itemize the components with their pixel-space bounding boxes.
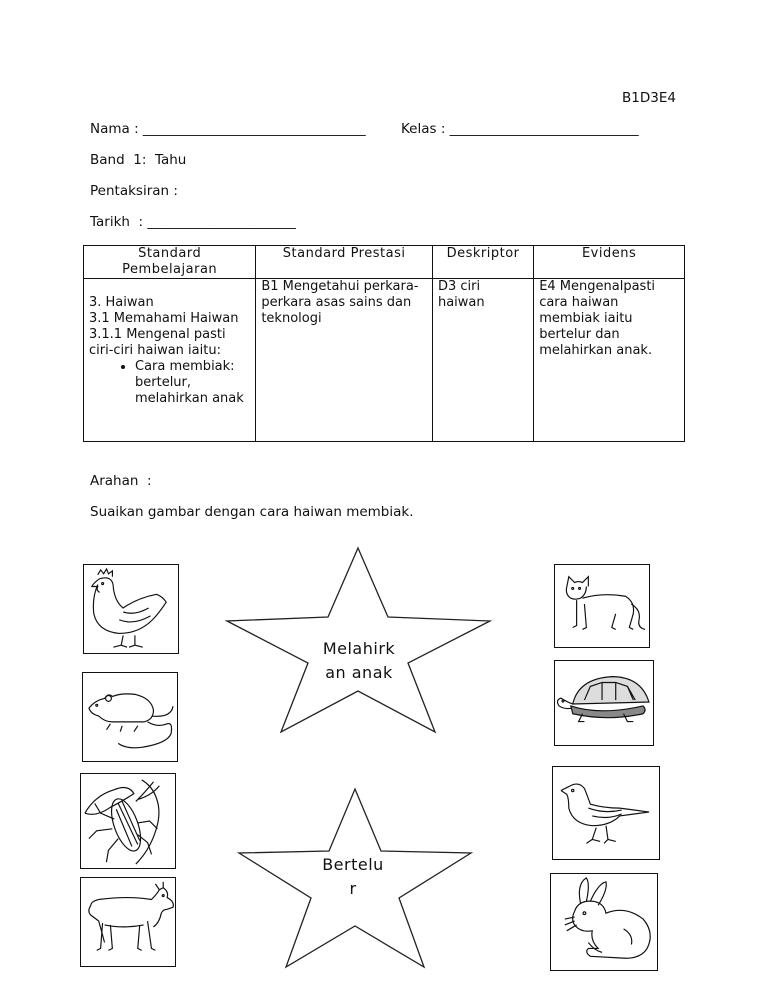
standards-table bbox=[83, 245, 685, 442]
cell-standard-pembelajaran bbox=[84, 279, 256, 442]
tarikh-field[interactable]: Tarikh : ______________________ bbox=[90, 214, 296, 230]
band-label: Band 1: Tahu bbox=[90, 152, 187, 168]
picture-box-rabbit[interactable] bbox=[550, 873, 658, 971]
instruction-text: Suaikan gambar dengan cara haiwan membiak. bbox=[90, 504, 414, 520]
cat-icon bbox=[555, 565, 649, 647]
rabbit-icon bbox=[551, 874, 657, 970]
picture-box-tortoise[interactable] bbox=[554, 660, 654, 746]
header-evidens: Evidens bbox=[534, 246, 685, 279]
picture-box-rat[interactable] bbox=[82, 672, 178, 762]
picture-box-cat[interactable] bbox=[554, 564, 650, 648]
header-standard-pembelajaran: Standard Pembelajaran bbox=[84, 246, 256, 279]
picture-box-bird[interactable] bbox=[552, 766, 660, 860]
goat-icon bbox=[81, 878, 175, 966]
worksheet-code: B1D3E4 bbox=[622, 90, 676, 106]
header-standard-prestasi: Standard Prestasi bbox=[256, 246, 433, 279]
picture-box-goat[interactable] bbox=[80, 877, 176, 967]
cell-standard-prestasi: B1 Mengetahui perkara-perkara asas sains dan teknologi bbox=[256, 279, 433, 442]
cell-evidens: E4 Mengenalpasti cara haiwan membiak iaitu bertelur dan melahirkan anak. bbox=[534, 279, 685, 442]
tortoise-icon bbox=[555, 661, 653, 745]
header-deskriptor: Deskriptor bbox=[432, 246, 533, 279]
nama-field[interactable]: Nama : _________________________________ bbox=[90, 121, 366, 137]
pentaksiran-label: Pentaksiran : bbox=[90, 183, 178, 199]
arahan-label: Arahan : bbox=[90, 473, 152, 489]
sp-line-memahami: 3.1 Memahami Haiwan bbox=[89, 311, 239, 326]
star-top-text: Melahirk an anak bbox=[322, 639, 396, 682]
sp-bullet-cara-membiak: • Cara membiak: bertelur, melahirkan anak bbox=[135, 359, 250, 407]
picture-box-chicken[interactable] bbox=[83, 564, 179, 654]
cockroach-icon bbox=[81, 774, 175, 868]
sp-line-haiwan: 3. Haiwan bbox=[89, 295, 154, 310]
bird-icon bbox=[553, 767, 659, 859]
cell-deskriptor: D3 ciri haiwan bbox=[432, 279, 533, 442]
star-bottom-text: Bertelu r bbox=[322, 855, 384, 898]
rat-icon bbox=[83, 673, 177, 761]
picture-box-cockroach[interactable] bbox=[80, 773, 176, 869]
chicken-icon bbox=[84, 565, 178, 653]
sp-line-mengenal: 3.1.1 Mengenal pasti ciri-ciri haiwan iaitu: bbox=[89, 327, 226, 358]
kelas-field[interactable]: Kelas : ____________________________ bbox=[401, 121, 639, 137]
